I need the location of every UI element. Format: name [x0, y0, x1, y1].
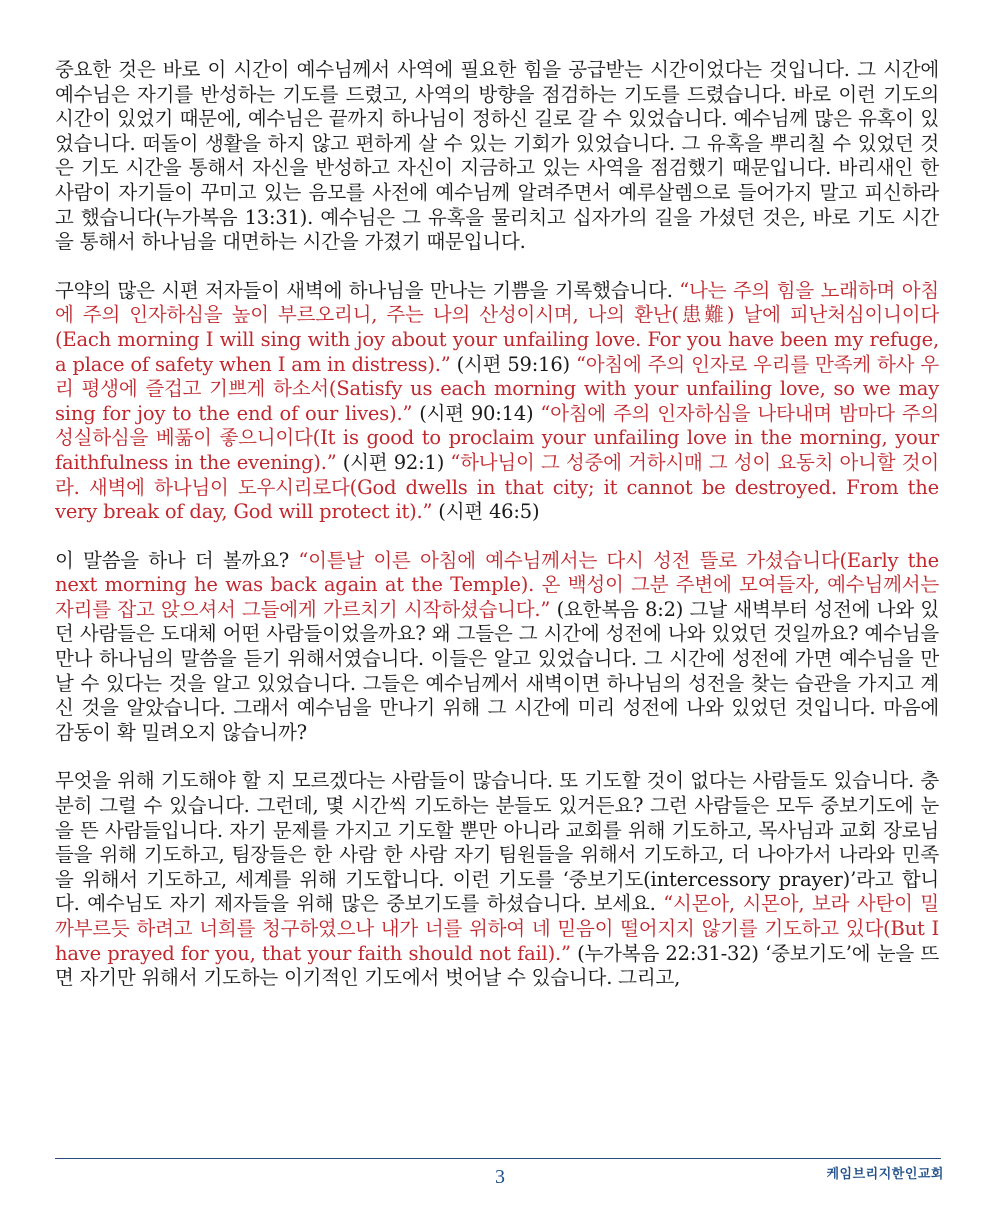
text-span: 무엇을 위해 기도해야 할 지 모르겠다는 사람들이 많습니다. 또 기도할 것이 없다는 사람들도 있습니다. 충분히 그럴 수 있습니다. 그런데, 몇 시간씩 기도하는 분들도 있거든요? 그런 사람들은 모두 중보기도에 눈을 뜬 사람들입니다. 자기 문제를 가지고 기도할 뿐만 아니라 교회를 위해 기도하고, 목사님과 교회 장로님들을 위해 기도하고, 팀장들은 한 사람 한 사람 자기 팀원들을 위해서 기도하고, 더 나아가서 나라와 민족을 위해서 기도하고, 세계를 위해 기도합니다. 이런 기도를 ‘중보기도(intercessory prayer)’라고 합니다. 예수님도 자기 제자들을 위해 많은 중보기도를 하셨습니다. 보세요.	[55, 769, 939, 916]
quote-span: “이튿날 이른 아침에 예수님께서는 다시 성전 뜰로 가셨습니다(Early the next morning he was back again at the Temple). 온 백성이 그분 주변에 모여들자, 예수님께서는 자리를 잡고 앉으셔서 그들에게 가르치기 시작하셨습니다.”	[55, 548, 939, 621]
paragraph-2	[55, 279, 939, 525]
citation-span: (시편 59:16)	[450, 352, 577, 376]
paragraph-1	[55, 58, 939, 255]
text-span: (누가복음 22:31-32) ‘중보기도’에 눈을 뜨면 자기만 위해서 기도하는 이기적인 기도에서 벗어날 수 있습니다. 그리고,	[55, 941, 939, 990]
citation-span: (시편 90:14)	[412, 401, 541, 425]
church-name: 케임브리지한인교회	[826, 1167, 944, 1182]
quote-span: “나는 주의 힘을 노래하며 아침에 주의 인자하심을 높이 부르오리니, 주는 나의 산성이시며, 나의 환난(患難) 날에 피난처심이니이다(Each morning I will sing with joy about your unfailing love. For you have been my refuge, a place of safety when I am in distress).”	[55, 278, 939, 376]
paragraph-4	[55, 769, 939, 990]
text-span: 중요한 것은 바로 이 시간이 예수님께서 사역에 필요한 힘을 공급받는 시간이었다는 것입니다. 그 시간에 예수님은 자기를 반성하는 기도를 드렸고, 사역의 방향을 점검하는 기도를 드렸습니다. 바로 이런 기도의 시간이 있었기 때문에, 예수님은 끝까지 하나님이 정하신 길로 갈 수 있었습니다. 예수님께 많은 유혹이 있었습니다. 떠돌이 생활을 하지 않고 편하게 살 수 있는 기회가 있었습니다. 그 유혹을 뿌리칠 수 있었던 것은 기도 시간을 통해서 자신을 반성하고 자신이 지금하고 있는 사역을 점검했기 때문입니다. 바리새인 한 사람이 자기들이 꾸미고 있는 음모를 사전에 예수님께 알려주면서 예루살렘으로 들어가지 말고 피신하라고 했습니다(누가복음 13:31). 예수님은 그 유혹을 물리치고 십자가의 길을 가셨던 것은, 바로 기도 시간을 통해서 하나님을 대면하는 시간을 가졌기 때문입니다.	[55, 58, 939, 254]
text-span: 이 말씀을 하나 더 볼까요?	[55, 548, 299, 572]
page-body	[55, 58, 939, 1015]
citation-span: (시편 92:1)	[336, 450, 451, 474]
citation-span: (시편 46:5)	[432, 500, 540, 524]
quote-span: “아침에 주의 인자하심을 나타내며 밤마다 주의 성실하심을 베풂이 좋으니이다(It is good to proclaim your unfailing love in the morning, your faithfulness in the evening).”	[55, 401, 940, 474]
paragraph-3	[55, 549, 939, 746]
quote-span: “아침에 주의 인자로 우리를 만족케 하사 우리 평생에 즐겁고 기쁘게 하소서(Satisfy us each morning with your unfailing love, so we may sing for joy to the end of our lives).”	[55, 352, 940, 425]
text-span: 구약의 많은 시편 저자들이 새벽에 하나님을 만나는 기쁨을 기록했습니다.	[55, 278, 680, 302]
quote-span: “하나님이 그 성중에 거하시매 그 성이 요동치 아니할 것이라. 새벽에 하나님이 도우시리로다(God dwells in that city; it cannot be destroyed. From the very break of day, God will protect it).”	[55, 450, 939, 524]
quote-span: “시몬아, 시몬아, 보라 사탄이 밀 까부르듯 하려고 너희를 청구하였으나 내가 너를 위하여 네 믿음이 떨어지지 않기를 기도하고 있다(But I have prayed for you, that your faith should not fail).”	[55, 892, 939, 965]
footer-divider	[55, 1158, 941, 1159]
text-span: (요한복음 8:2) 그날 새벽부터 성전에 나와 있던 사람들은 도대체 어떤 사람들이었을까요? 왜 그들은 그 시간에 성전에 나와 있었던 것일까요? 예수님을 만나 하나님의 말씀을 듣기 위해서였습니다. 이들은 알고 있었습니다. 그 시간에 성전에 가면 예수님을 만날 수 있다는 것을 알고 있었습니다. 그들은 예수님께서 새벽이면 하나님의 성전을 찾는 습관을 가지고 계신 것을 알았습니다. 그래서 예수님을 만나기 위해 그 시간에 미리 성전에 나와 있었던 것입니다. 마음에 감동이 확 밀려오지 않습니까?	[55, 597, 939, 744]
page-number: 3	[495, 1166, 505, 1188]
